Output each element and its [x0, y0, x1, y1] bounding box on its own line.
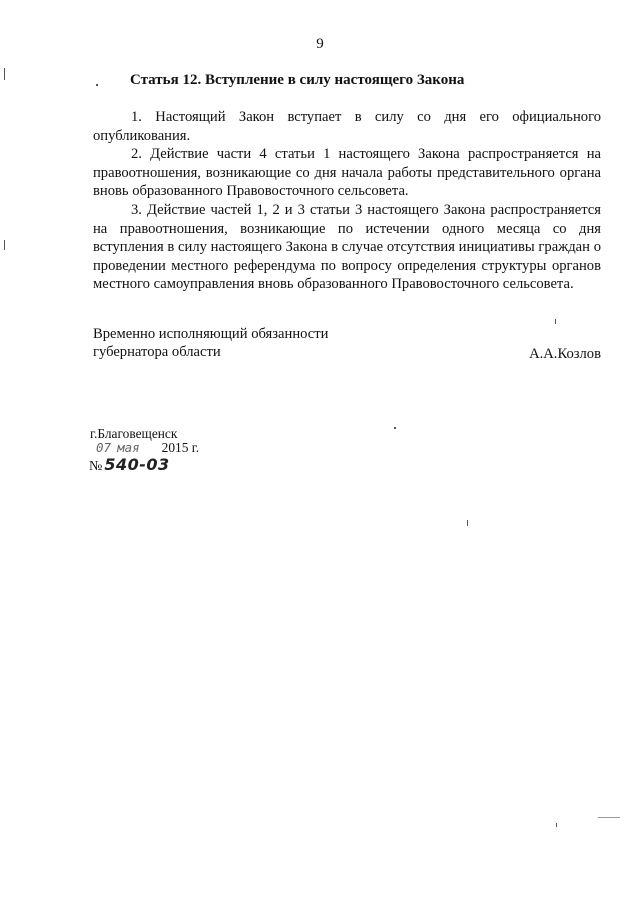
- paragraph-1: 1. Настоящий Закон вступает в силу со дня его официального опубликования.: [93, 109, 601, 144]
- scan-speck: [4, 240, 5, 250]
- date-year: 2015 г.: [161, 440, 200, 455]
- scan-speck: [4, 68, 5, 80]
- scan-speck: [96, 84, 98, 86]
- number-prefix: №: [89, 459, 103, 474]
- signature-title-line-1: Временно исполняющий обязанности: [93, 326, 329, 342]
- paragraph-2: 2. Действие части 4 статьи 1 настоящего Закона распространяется на правоотношения, возникающие со дня начала работы представительного органа вновь образованного Правовосточного сельсовета.: [93, 146, 601, 200]
- scan-speck: [394, 427, 396, 429]
- scan-speck: [467, 520, 468, 526]
- signing-date: [96, 440, 199, 456]
- scan-speck: [556, 823, 557, 827]
- signature-title-line-2: губернатора области: [93, 344, 221, 360]
- signature-name: А.А.Козлов: [529, 346, 601, 362]
- paragraph-3: 3. Действие частей 1, 2 и 3 статьи 3 настоящего Закона распространяется на правоотношения, возникающие по истечении одного месяца со дня вступления в силу настоящего Закона в случае отсутствия инициативы граждан о проведении местного референдума по вопросу определения структуры органов местного самоуправления вновь образованного Правовосточного сельсовета.: [93, 201, 601, 293]
- scan-speck: [598, 817, 620, 818]
- law-number: [89, 455, 170, 475]
- signing-city: г.Благовещенск: [90, 426, 178, 441]
- number-value-handwritten: 540-03: [104, 455, 170, 474]
- article-body: [93, 108, 601, 294]
- scan-speck: [555, 319, 556, 324]
- signature-title: [93, 325, 328, 361]
- article-title: Статья 12. Вступление в силу настоящего Закона: [130, 72, 465, 88]
- page-number: 9: [316, 36, 324, 52]
- date-day-stamp: 07: [96, 440, 112, 455]
- date-month-stamp: мая: [117, 440, 140, 455]
